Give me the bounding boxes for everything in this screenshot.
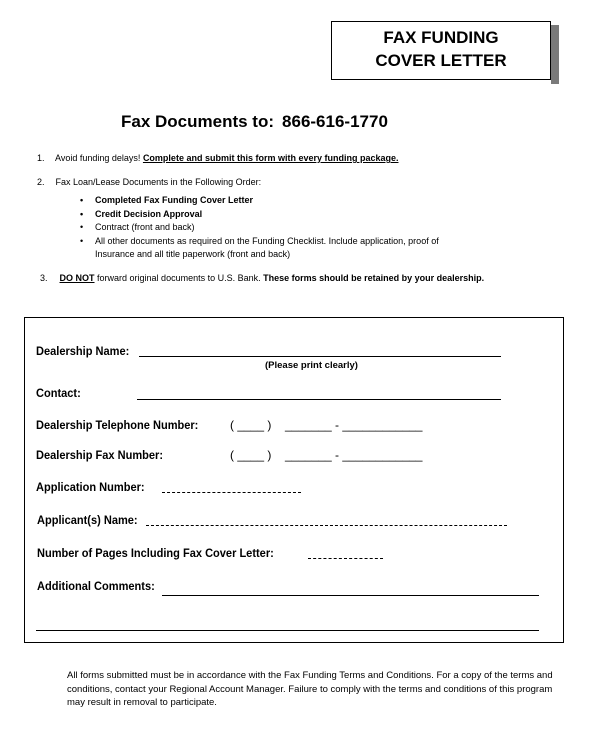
- comments-label: Additional Comments:: [37, 579, 155, 593]
- document-title-box: [331, 21, 551, 80]
- print-clearly-note: (Please print clearly): [265, 360, 358, 371]
- list-item: • Completed Fax Funding Cover Letter: [80, 194, 439, 208]
- telephone-label: Dealership Telephone Number:: [36, 418, 199, 432]
- title-line-2: COVER LETTER: [375, 51, 507, 70]
- fax-number-label: Dealership Fax Number:: [36, 448, 164, 462]
- bullet-icon: •: [80, 195, 84, 205]
- title-box-shadow: [551, 25, 559, 84]
- fax-area-code-field[interactable]: ( ____ ): [230, 448, 272, 462]
- page-count-field[interactable]: [308, 558, 383, 559]
- item-3-emphasis: DO NOT: [59, 273, 95, 283]
- fax-number-field[interactable]: _______ - ____________: [285, 448, 423, 462]
- applicant-name-field[interactable]: [146, 525, 507, 526]
- page-count-label: Number of Pages Including Fax Cover Letter:: [37, 546, 274, 560]
- terms-disclaimer: All forms submitted must be in accordance with the Fax Funding Terms and Conditions. For a copy of the terms and conditions, contact your Regional Account Manager. Failure to comply with the terms and conditions of this program may result in removal to participate.: [67, 670, 553, 708]
- instruction-item-1: [37, 153, 398, 163]
- fax-label: Fax Documents to:: [121, 112, 275, 131]
- contact-label: Contact:: [36, 386, 81, 400]
- instruction-item-3: [40, 273, 484, 283]
- bullet-icon: •: [80, 235, 84, 246]
- list-item: • Contract (front and back): [80, 221, 439, 235]
- fax-number: 866-616-1770: [282, 112, 388, 131]
- item-1-emphasis: Complete and submit this form with every funding package.: [142, 153, 399, 163]
- comments-field-line-2[interactable]: [36, 630, 539, 631]
- dealership-name-field[interactable]: [139, 356, 501, 357]
- item-2-number: 2.: [37, 177, 45, 187]
- list-item-continuation: Insurance and all title paperwork (front and back): [95, 249, 291, 259]
- comments-field-line-1[interactable]: [162, 595, 539, 596]
- telephone-area-code-field[interactable]: ( ____ ): [230, 418, 272, 432]
- title-line-1: FAX FUNDING: [383, 28, 499, 47]
- list-item: • All other documents as required on the Funding Checklist. Include application, proof of: [80, 235, 439, 249]
- telephone-number-field[interactable]: _______ - ____________: [285, 418, 423, 432]
- bullet-icon: •: [80, 222, 84, 232]
- contact-field[interactable]: [137, 399, 501, 400]
- fax-destination: [121, 112, 388, 132]
- item-3-text-bold: These forms should be retained by your dealership.: [263, 273, 485, 283]
- item-1-number: 1.: [37, 153, 45, 163]
- application-number-field[interactable]: [162, 492, 301, 493]
- item-3-number: 3.: [40, 273, 48, 283]
- instruction-item-2: [37, 177, 261, 187]
- dealership-name-label: Dealership Name:: [36, 344, 130, 358]
- bullet-icon: •: [80, 208, 84, 219]
- application-number-label: Application Number:: [36, 480, 145, 494]
- item-2-text: Fax Loan/Lease Documents in the Following Order:: [55, 177, 262, 187]
- applicant-name-label: Applicant(s) Name:: [37, 513, 138, 527]
- document-order-list: [80, 194, 439, 262]
- list-item: • Credit Decision Approval: [80, 208, 439, 222]
- item-1-text: Avoid funding delays!: [55, 153, 141, 163]
- item-3-text: forward original documents to U.S. Bank.: [97, 273, 261, 283]
